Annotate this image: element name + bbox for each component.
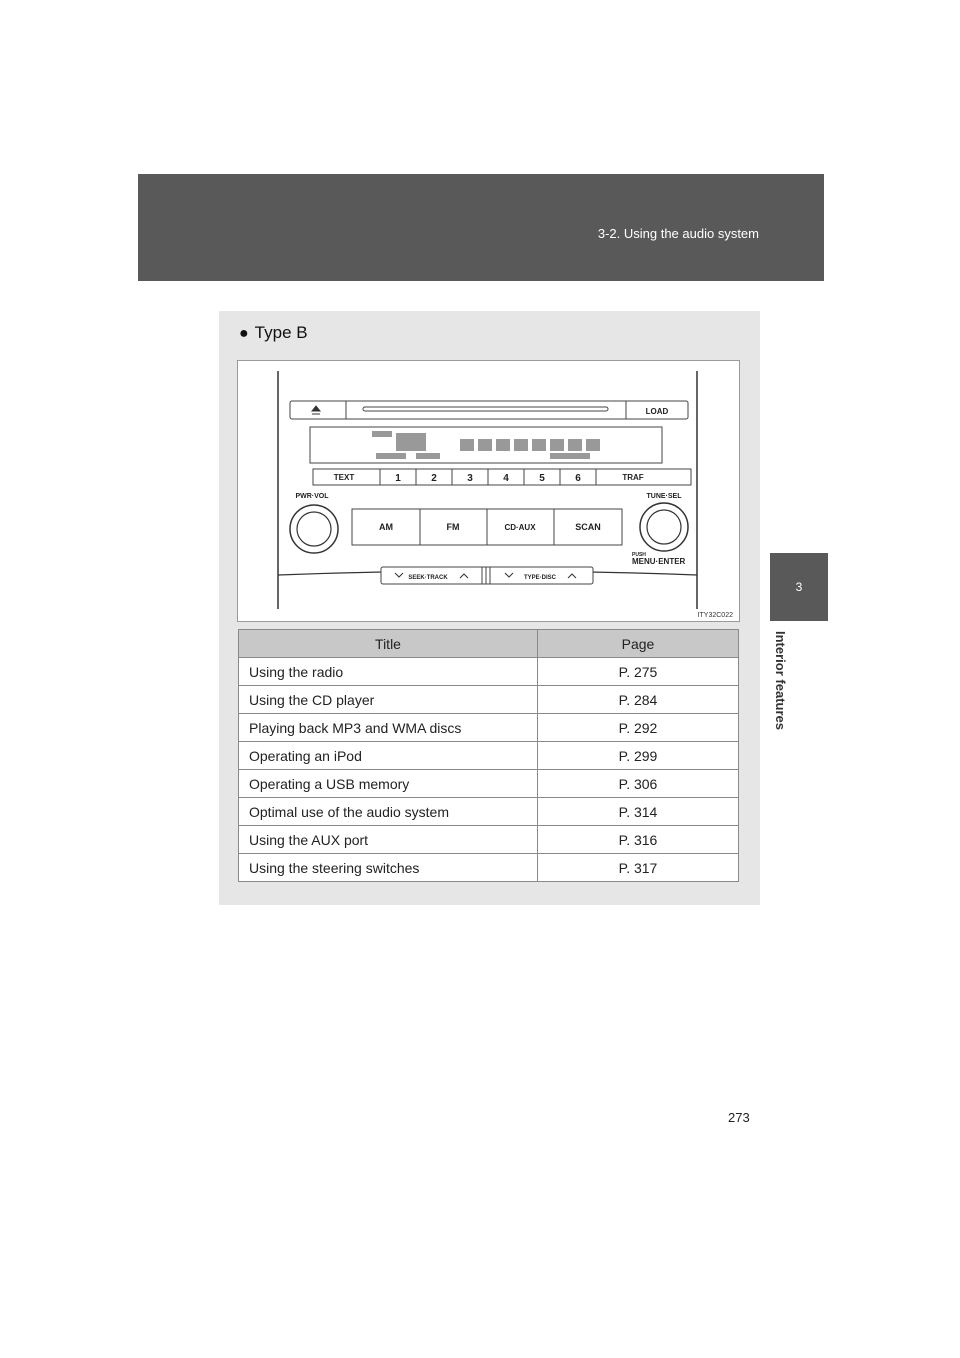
row-title: Playing back MP3 and WMA discs [239,714,538,742]
row-page[interactable]: P. 316 [538,826,739,854]
menu-enter-label: MENU·ENTER [632,557,686,566]
preset-1-button[interactable]: 1 [395,473,401,484]
page-number: 273 [728,1110,750,1125]
disc-slot[interactable] [363,407,608,411]
bullet-icon: ● [239,325,249,342]
section-title: 3-2. Using the audio system [597,226,759,241]
header-band [138,174,824,281]
row-page[interactable]: P. 292 [538,714,739,742]
tune-sel-label: TUNE·SEL [646,493,682,500]
row-page[interactable]: P. 314 [538,798,739,826]
table-header-row [239,630,739,658]
table-row [239,854,739,882]
preset-3-button[interactable]: 3 [467,473,473,484]
table-row [239,742,739,770]
content-panel [219,311,760,905]
pwr-vol-label: PWR·VOL [295,493,329,500]
row-title: Using the steering switches [239,854,538,882]
row-title: Using the radio [239,658,538,686]
figure-code: ITY32C022 [697,612,733,619]
tune-sel-knob-inner [647,510,681,544]
chapter-tab[interactable] [770,553,828,621]
table-row [239,798,739,826]
row-page[interactable]: P. 317 [538,854,739,882]
preset-2-button[interactable]: 2 [431,473,437,484]
column-title: Title [239,630,538,658]
scan-button[interactable]: SCAN [575,522,601,532]
row-title: Optimal use of the audio system [239,798,538,826]
column-page: Page [538,630,739,658]
preset-4-button[interactable]: 4 [503,473,509,484]
table-row [239,714,739,742]
chapter-title: Interior features [772,630,788,730]
table-row [239,658,739,686]
preset-6-button[interactable]: 6 [575,473,581,484]
chapter-number: 3 [795,580,803,594]
pwr-vol-knob-inner [297,512,331,546]
table-row [239,826,739,854]
row-title: Using the CD player [239,686,538,714]
type-disc-button[interactable]: TYPE·DISC [523,575,557,581]
row-title: Using the AUX port [239,826,538,854]
traf-button[interactable]: TRAF [622,473,644,482]
audio-unit-illustration [237,360,740,622]
preset-5-button[interactable]: 5 [539,473,545,484]
seek-track-button[interactable]: SEEK·TRACK [408,575,448,581]
table-row [239,770,739,798]
row-page[interactable]: P. 306 [538,770,739,798]
audio-unit-drawing [238,361,741,623]
index-table [238,629,739,882]
row-page[interactable]: P. 284 [538,686,739,714]
text-button[interactable]: TEXT [333,473,355,482]
row-title: Operating an iPod [239,742,538,770]
row-page[interactable]: P. 299 [538,742,739,770]
load-label: LOAD [645,407,669,416]
chapter-label [770,625,790,735]
table-row [239,686,739,714]
row-title: Operating a USB memory [239,770,538,798]
type-heading-text: Type B [254,323,308,342]
fm-button[interactable]: FM [446,522,460,532]
cd-aux-button[interactable]: CD·AUX [504,523,536,532]
am-button[interactable]: AM [379,522,393,532]
push-label: PUSH [632,552,646,558]
type-heading [239,323,308,343]
row-page[interactable]: P. 275 [538,658,739,686]
